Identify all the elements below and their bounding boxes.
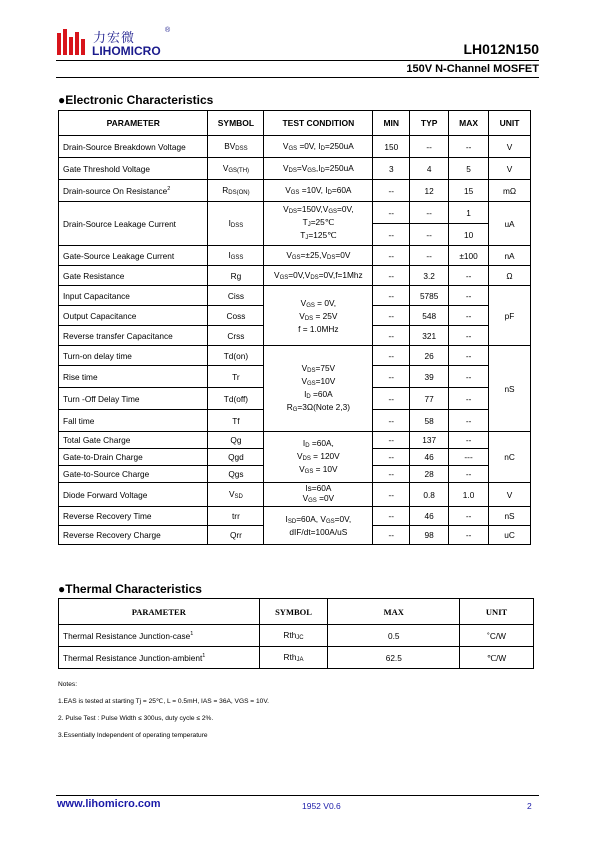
part-number: LH012N150	[463, 41, 539, 57]
col-header: SYMBOL	[259, 599, 328, 625]
table-row: Thermal Resistance Junction-ambient$^1$ Rth$_{JA}$ 62.5 ℃/W	[59, 647, 534, 669]
electronic-section-title: ●Electronic Characteristics	[58, 93, 214, 107]
subtitle-divider	[56, 77, 539, 78]
table-row: Turn-on delay time Td(on) $V_{DS}=75V$ $V_{GS}=10V$ $I_D =60A$ $R_G=3\Omega(Note$ 2,3) -- 26 -- nS	[59, 346, 531, 366]
table-row: Rise time Tr -- 39 --	[59, 366, 531, 388]
table-row: -- -- 10	[59, 224, 531, 246]
registered-mark: ®	[165, 27, 171, 34]
table-row: Gate Resistance Rg $V_{GS}=0V,V_{DS}=0V,f=1Mhz$ -- 3.2 -- Ω	[59, 266, 531, 286]
table-header-row	[59, 599, 534, 625]
logo-chinese-name: 力宏微	[93, 31, 136, 46]
electronic-characteristics-table	[58, 110, 531, 545]
table-row: Drain-Source Breakdown Voltage $BV_{DSS}$ $V_{GS} =0V$, $I_D=250uA$ 150 -- -- V	[59, 136, 531, 158]
param-name: Thermal Resistance Junction-ambient	[63, 652, 203, 663]
table-row: Reverse transfer Capacitance Crss -- 321 --	[59, 326, 531, 346]
table-row: Gate-to-Drain Charge Qgd -- 46 ---	[59, 449, 531, 466]
param-name: Thermal Resistance Junction-case	[63, 630, 191, 641]
col-header: UNIT	[460, 599, 534, 625]
table-row: Turn -Off Delay Time Td(off) -- 77 --	[59, 388, 531, 410]
note-3: 3.Essentially Independent of operating temperature	[58, 732, 208, 739]
col-header: TYP	[410, 111, 449, 136]
logo-mark-icon	[57, 29, 85, 57]
note-1: 1.EAS is tested at starting Tj = 25℃, L = 0.5mH, IAS = 36A, VGS = 10V.	[58, 698, 269, 705]
table-row: Drain-source On Resistance$^2$ $R_{DS(ON)}$ $V_{GS} =10V$, $I_D=60A$ -- 12 15 mΩ	[59, 180, 531, 202]
note-2: 2. Pulse Test : Pulse Width ≤ 300us, duty cycle ≤ 2%.	[58, 715, 214, 722]
thermal-section-title: ●Thermal Characteristics	[58, 582, 202, 596]
device-subtitle: 150V N-Channel MOSFET	[406, 63, 539, 75]
table-row: Reverse Recovery Time trr $I_{SD}=60A$, $V_{GS}=0V$, dIF/dt=100A/uS -- 46 -- nS	[59, 507, 531, 526]
table-row: Total Gate Charge Qg $I_D =60A$, $V_{DS} = 120V$ $V_{GS} = 10V$ -- 137 -- nC	[59, 432, 531, 449]
document-version: 1952 V0.6	[302, 801, 341, 811]
table-row: Gate Threshold Voltage $V_{GS(TH)}$ $V_{DS}=V_{GS},I_D=250uA$ 3 4 5 V	[59, 158, 531, 180]
table-row: Output Capacitance Coss -- 548 --	[59, 306, 531, 326]
thermal-characteristics-table	[58, 598, 534, 669]
col-header: TEST CONDITION	[264, 111, 373, 136]
table-row: Diode Forward Voltage $V_{SD}$ Is=60A $V_{GS} =0V$ -- 0.8 1.0 V	[59, 483, 531, 507]
col-header: SYMBOL	[208, 111, 264, 136]
table-row: Reverse Recovery Charge Qrr -- 98 -- uC	[59, 526, 531, 545]
col-header: MAX	[328, 599, 460, 625]
notes	[58, 676, 269, 744]
col-header: PARAMETER	[59, 111, 208, 136]
website-link[interactable]: www.lihomicro.com	[57, 798, 161, 810]
table-header-row	[59, 111, 531, 136]
table-row: Fall time Tf -- 58 --	[59, 410, 531, 432]
col-header: UNIT	[489, 111, 531, 136]
notes-title: Notes:	[58, 681, 78, 688]
table-row: Drain-Source Leakage Current $I_{DSS}$ $V_{DS}=150V,V_{GS}=0V$, $T_J=25℃$ $T_J=125℃$ -- -- 1 uA	[59, 202, 531, 224]
header-divider	[56, 60, 539, 61]
table-row: Gate-to-Source Charge Qgs -- 28 --	[59, 466, 531, 483]
table-row: Gate-Source Leakage Current $I_{GSS}$ $V_{GS}=\pm 25,V_{DS}=0V$ -- -- ±100 nA	[59, 246, 531, 266]
col-header: PARAMETER	[59, 599, 260, 625]
footer-divider	[56, 795, 539, 796]
col-header: MAX	[449, 111, 489, 136]
page-number: 2	[527, 801, 532, 811]
table-row: Input Capacitance Ciss $V_{GS} = 0V$, $V_{DS} = 25V$ f = 1.0MHz -- 5785 -- pF	[59, 286, 531, 306]
table-row: Thermal Resistance Junction-case$^1$ Rth$_{JC}$ 0.5 ˚C/W	[59, 625, 534, 647]
logo-english-name: LIHOMICRO	[92, 44, 161, 58]
company-logo	[57, 27, 177, 61]
col-header: MIN	[373, 111, 410, 136]
